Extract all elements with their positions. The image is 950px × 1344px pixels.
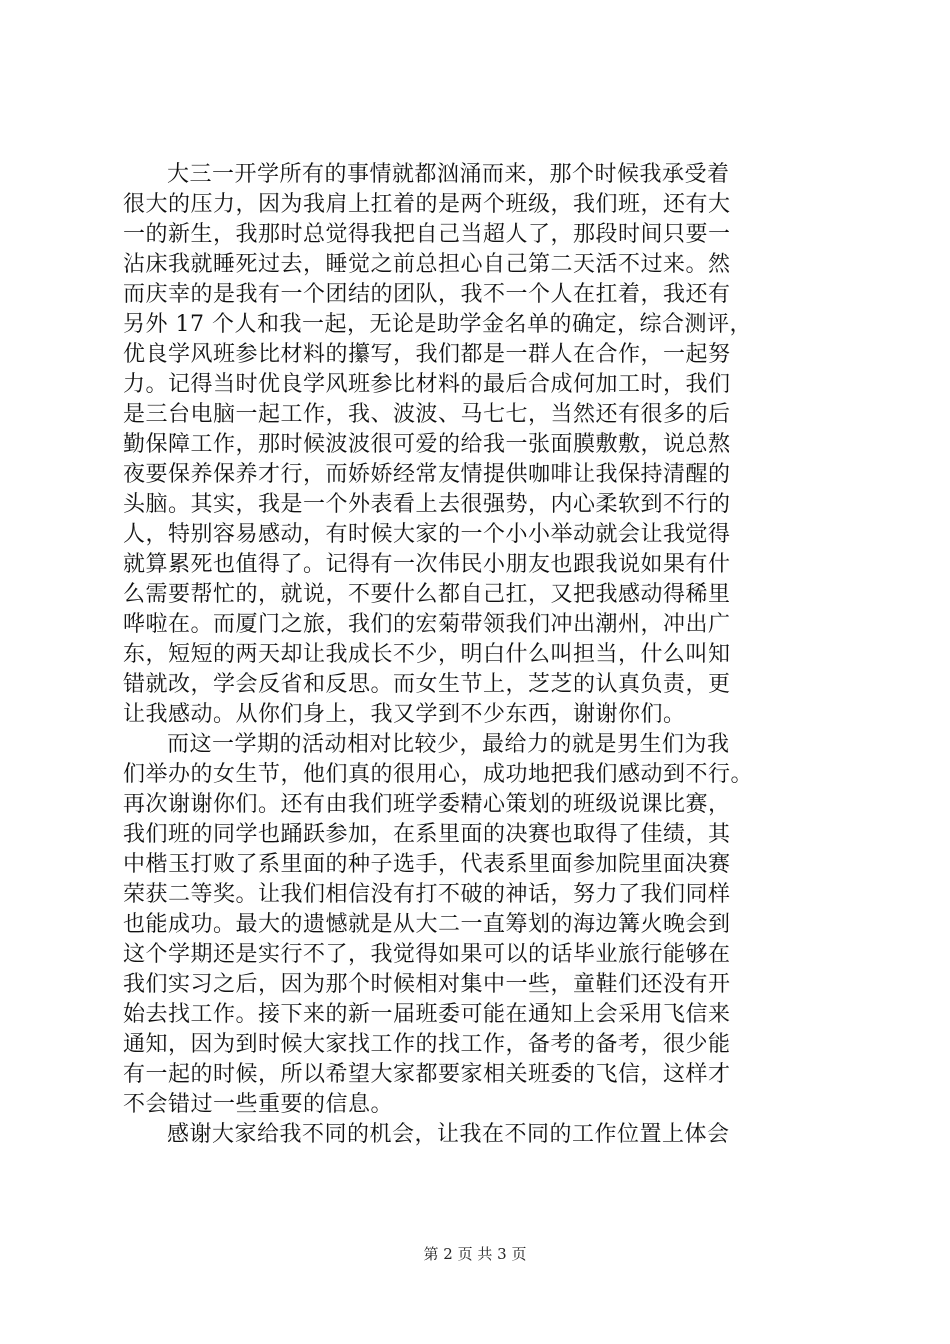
text-line: 感谢大家给我不同的机会，让我在不同的工作位置上体会 bbox=[167, 1122, 730, 1147]
text-line: 有一起的时候，所以希望大家都要家相关班委的飞信，这样才 bbox=[123, 1062, 731, 1087]
document-body bbox=[123, 160, 843, 1150]
text-line: 一的新生，我那时总觉得我把自己当超人了，那段时间只要一 bbox=[123, 222, 731, 247]
text-line: 再次谢谢你们。还有由我们班学委精心策划的班级说课比赛， bbox=[123, 792, 731, 817]
text-line: 另外 17 个人和我一起，无论是助学金名单的确定，综合测评， bbox=[123, 312, 752, 337]
paragraph-2 bbox=[123, 730, 843, 1120]
text-line: 这个学期还是实行不了，我觉得如果可以的话毕业旅行能够在 bbox=[123, 942, 731, 967]
text-line: 勤保障工作，那时候波波很可爱的给我一张面膜敷敷，说总熬 bbox=[123, 432, 731, 457]
text-line: 是三台电脑一起工作，我、波波、马七七，当然还有很多的后 bbox=[123, 402, 731, 427]
text-line: 我们实习之后，因为那个时候相对集中一些，童鞋们还没有开 bbox=[123, 972, 731, 997]
text-line: 始去找工作。接下来的新一届班委可能在通知上会采用飞信来 bbox=[123, 1002, 731, 1027]
text-line: 们举办的女生节，他们真的很用心，成功地把我们感动到不行。 bbox=[123, 762, 754, 787]
text-line: 力。记得当时优良学风班参比材料的最后合成何加工时，我们 bbox=[123, 372, 731, 397]
text-line: 我们班的同学也踊跃参加，在系里面的决赛也取得了佳绩，其 bbox=[123, 822, 731, 847]
text-line: 大三一开学所有的事情就都汹涌而来，那个时候我承受着 bbox=[167, 162, 730, 187]
text-line: 错就改，学会反省和反思。而女生节上，芝芝的认真负责，更 bbox=[123, 672, 731, 697]
text-line: 夜要保养保养才行，而娇娇经常友情提供咖啡让我保持清醒的 bbox=[123, 462, 731, 487]
text-line: 不会错过一些重要的信息。 bbox=[123, 1092, 394, 1117]
page-footer: 第 2 页 共 3 页 bbox=[423, 1245, 527, 1263]
text-line: 人，特别容易感动，有时候大家的一个小小举动就会让我觉得 bbox=[123, 522, 731, 547]
text-line: 而庆幸的是我有一个团结的团队，我不一个人在扛着，我还有 bbox=[123, 282, 731, 307]
text-line: 而这一学期的活动相对比较少，最给力的就是男生们为我 bbox=[167, 732, 730, 757]
paragraph-1 bbox=[123, 160, 843, 730]
paragraph-3 bbox=[123, 1120, 843, 1150]
text-line: 很大的压力，因为我肩上扛着的是两个班级，我们班，还有大 bbox=[123, 192, 731, 217]
text-line: 荣获二等奖。让我们相信没有打不破的神话，努力了我们同样 bbox=[123, 882, 731, 907]
text-line: 通知，因为到时候大家找工作的找工作，备考的备考，很少能 bbox=[123, 1032, 731, 1057]
text-line: 中楷玉打败了系里面的种子选手，代表系里面参加院里面决赛 bbox=[123, 852, 731, 877]
text-line: 优良学风班参比材料的攥写，我们都是一群人在合作，一起努 bbox=[123, 342, 731, 367]
text-line: 哗啦在。而厦门之旅，我们的宏菊带领我们冲出潮州，冲出广 bbox=[123, 612, 731, 637]
text-line: 么需要帮忙的，就说，不要什么都自己扛，又把我感动得稀里 bbox=[123, 582, 731, 607]
text-line: 就算累死也值得了。记得有一次伟民小朋友也跟我说如果有什 bbox=[123, 552, 731, 577]
text-line: 让我感动。从你们身上，我又学到不少东西，谢谢你们。 bbox=[123, 702, 686, 727]
text-line: 也能成功。最大的遗憾就是从大二一直筹划的海边篝火晚会到 bbox=[123, 912, 731, 937]
text-line: 头脑。其实，我是一个外表看上去很强势，内心柔软到不行的 bbox=[123, 492, 731, 517]
text-line: 东，短短的两天却让我成长不少，明白什么叫担当，什么叫知 bbox=[123, 642, 731, 667]
text-line: 沾床我就睡死过去，睡觉之前总担心自己第二天活不过来。然 bbox=[123, 252, 731, 277]
